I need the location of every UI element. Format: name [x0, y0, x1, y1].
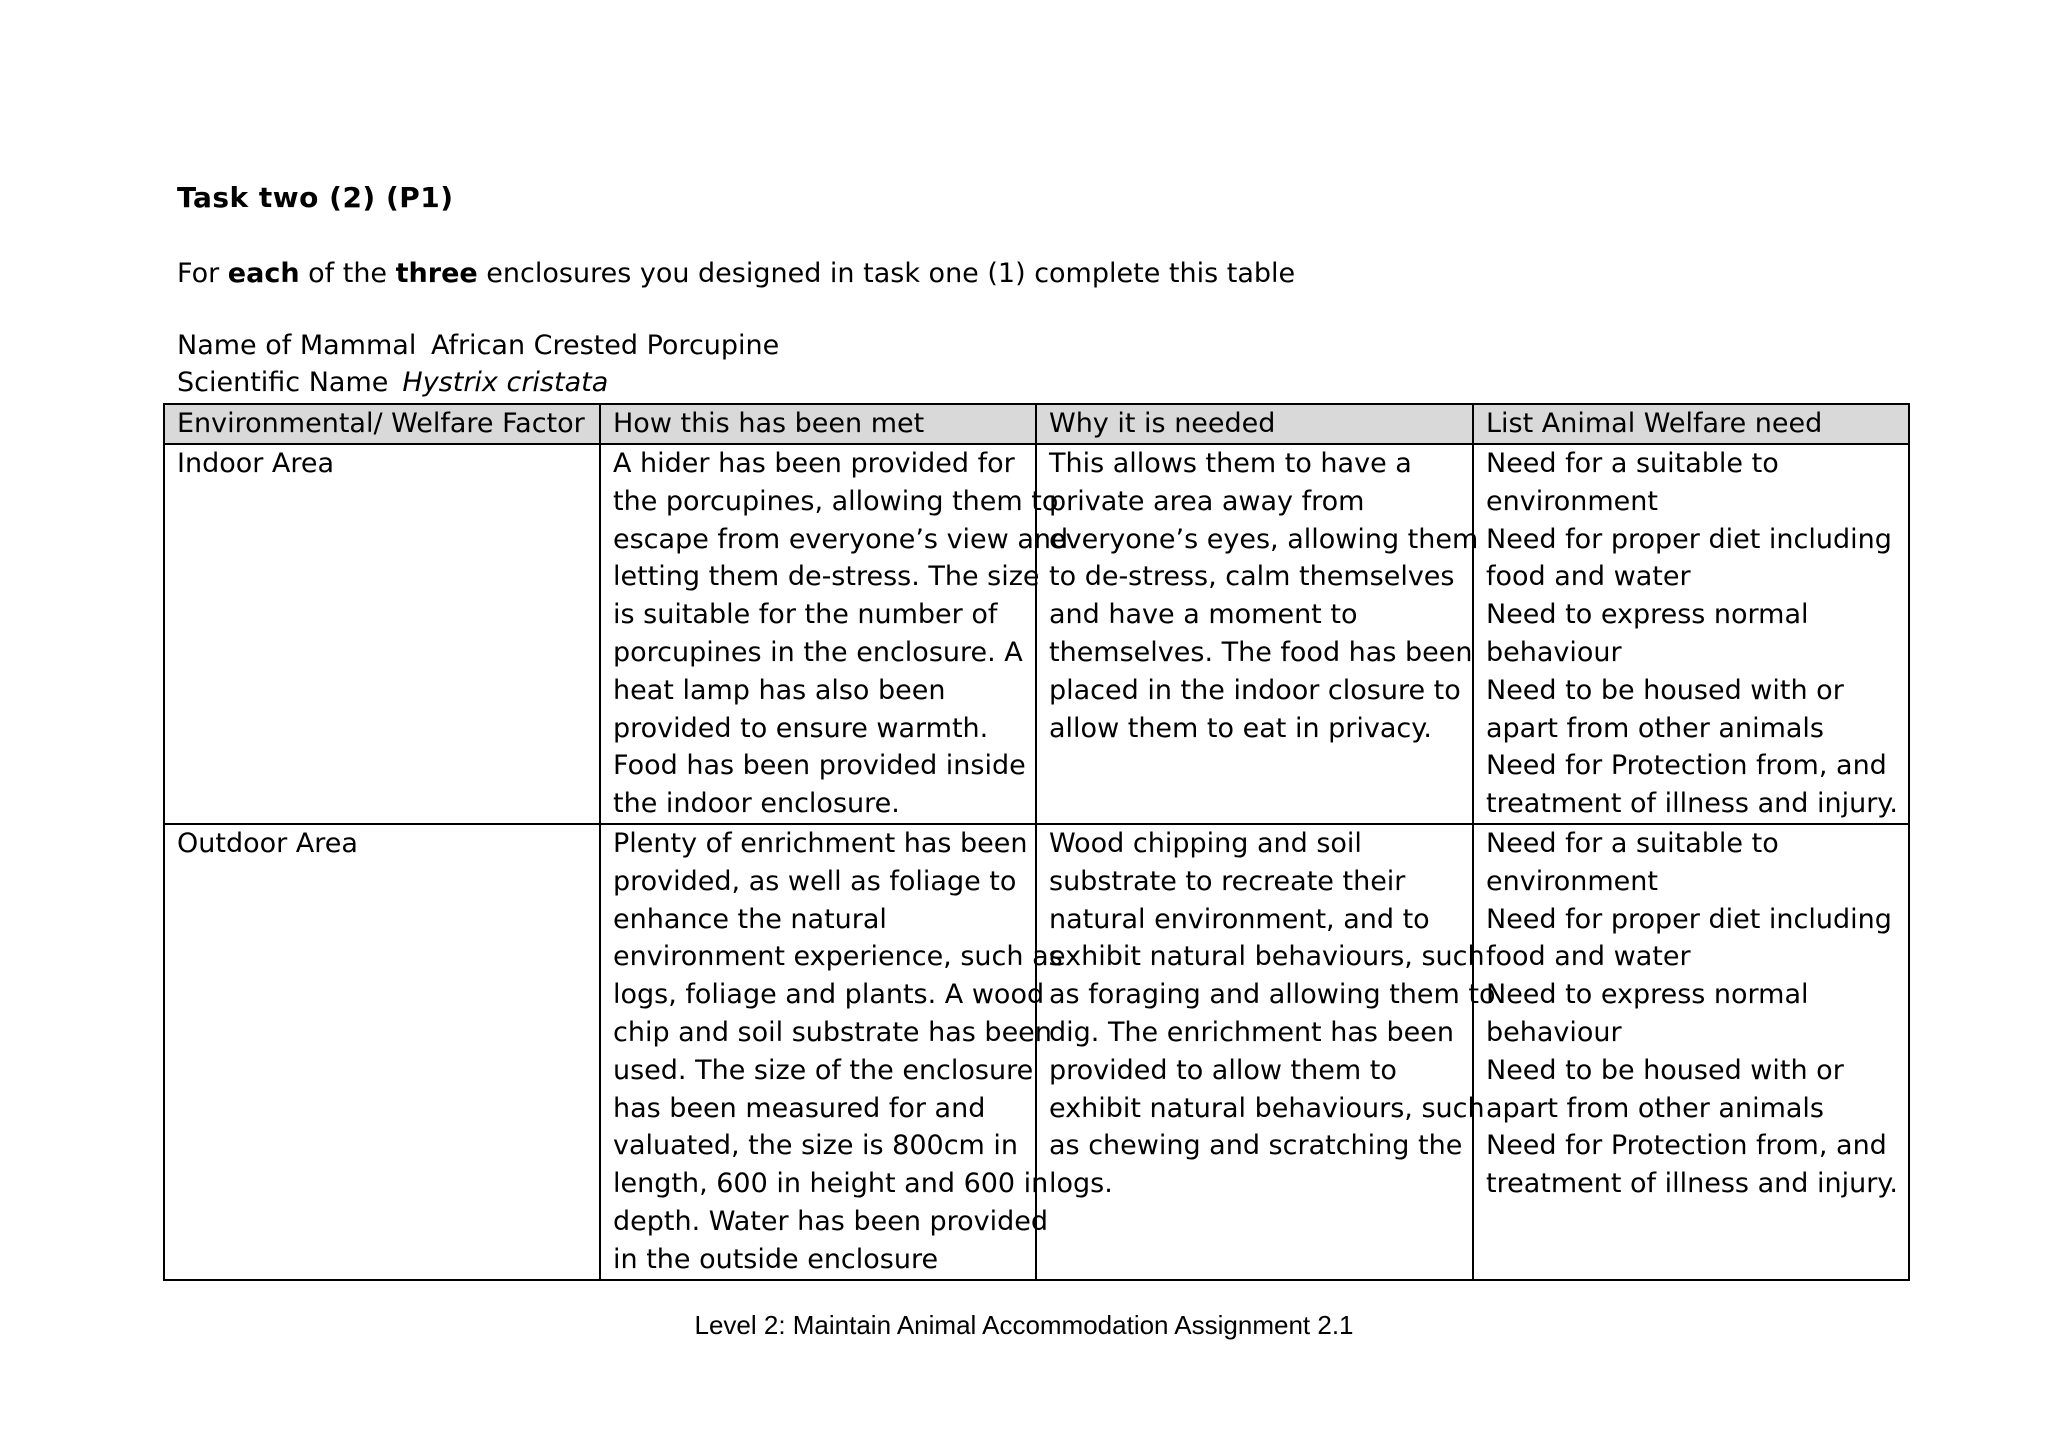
cell-line: provided, as well as foliage to: [613, 865, 1017, 897]
cell-line: has been measured for and: [613, 1092, 986, 1124]
cell-line: food and water: [1486, 561, 1691, 593]
cell-line: letting them de-stress. The size: [613, 561, 1040, 593]
table-row: [164, 824, 1909, 1280]
page-footer: Level 2: Maintain Animal Accommodation Assignment 2.1: [694, 1310, 1354, 1340]
cell-line: as foraging and allowing them to: [1049, 979, 1496, 1011]
cell-line: This allows them to have a: [1049, 448, 1412, 479]
cell-line: Need for proper diet including: [1486, 903, 1892, 935]
cell-line: Need for Protection from, and: [1486, 750, 1887, 782]
mammal-name-label: Name of Mammal: [177, 330, 417, 361]
cell-line: used. The size of the enclosure: [613, 1054, 1034, 1086]
cell-line: valuated, the size is 800cm in: [613, 1130, 1019, 1162]
scientific-name-line: [177, 367, 608, 398]
cell-line: to de-stress, calm themselves: [1049, 561, 1455, 593]
cell-line: the porcupines, allowing them to: [613, 485, 1059, 517]
cell-line: themselves. The food has been: [1049, 636, 1473, 668]
instructions-bold-each: each: [227, 258, 300, 289]
cell-line: logs.: [1049, 1168, 1113, 1200]
cell-line: Need to express normal: [1486, 979, 1809, 1011]
welfare-table: [163, 403, 1910, 1281]
task-title: Task two (2) (P1): [177, 181, 454, 214]
instructions-bold-three: three: [395, 258, 478, 289]
cell-line: Need for proper diet including: [1486, 523, 1892, 555]
cell-welfare-needs: [1473, 444, 1909, 824]
cell-line: depth. Water has been provided: [613, 1205, 1049, 1237]
cell-line: Plenty of enrichment has been: [613, 827, 1028, 859]
mammal-name-value: African Crested Porcupine: [430, 330, 780, 361]
cell-why-needed: [1036, 824, 1496, 1280]
cell-line: provided to ensure warmth.: [613, 712, 989, 744]
cell-how-met: [600, 444, 1069, 824]
cell-line: Wood chipping and soil: [1049, 827, 1362, 859]
cell-line: food and water: [1486, 941, 1691, 973]
scientific-name-value: Hystrix cristata: [402, 367, 609, 398]
instructions-text-2: of the: [299, 258, 396, 289]
instructions-text-3: enclosures you designed in task one (1) complete this table: [477, 258, 1296, 289]
cell-line: Need to be housed with or: [1486, 674, 1844, 706]
instructions-text-1: For: [177, 258, 228, 289]
cell-line: behaviour: [1486, 1016, 1622, 1048]
cell-line: exhibit natural behaviours, such: [1049, 941, 1485, 973]
cell-line: Food has been provided inside: [613, 750, 1026, 782]
cell-line: everyone’s eyes, allowing them: [1049, 523, 1479, 555]
scientific-name-label: Scientific Name: [177, 367, 389, 398]
header-how-met: How this has been met: [600, 404, 1036, 444]
cell-line: and have a moment to: [1049, 599, 1358, 631]
cell-line: Need to express normal: [1486, 599, 1809, 631]
cell-line: logs, foliage and plants. A wood: [613, 979, 1045, 1011]
cell-line: treatment of illness and injury.: [1486, 1168, 1899, 1200]
cell-line: A hider has been provided for: [613, 448, 1015, 479]
instructions: [177, 258, 1295, 289]
header-why-needed: Why it is needed: [1036, 404, 1473, 444]
header-factor: Environmental/ Welfare Factor: [164, 404, 600, 444]
cell-line: heat lamp has also been: [613, 674, 946, 706]
cell-line: allow them to eat in privacy.: [1049, 712, 1432, 744]
cell-line: Need for a suitable to: [1486, 827, 1779, 859]
cell-welfare-needs: [1473, 824, 1909, 1280]
cell-factor: [164, 824, 600, 1280]
cell-line: placed in the indoor closure to: [1049, 674, 1461, 706]
cell-line: exhibit natural behaviours, such: [1049, 1092, 1485, 1124]
cell-line: apart from other animals: [1486, 712, 1825, 744]
cell-line: private area away from: [1049, 485, 1365, 517]
header-welfare-need: List Animal Welfare need: [1473, 404, 1909, 444]
cell-line: the indoor enclosure.: [613, 788, 900, 820]
cell-line: environment: [1486, 485, 1658, 517]
mammal-name-line: [177, 330, 779, 361]
cell-line: provided to allow them to: [1049, 1054, 1397, 1086]
cell-line: natural environment, and to: [1049, 903, 1430, 935]
cell-line: length, 600 in height and 600 in: [613, 1168, 1049, 1200]
factor-text: Indoor Area: [177, 448, 335, 479]
cell-line: substrate to recreate their: [1049, 865, 1406, 897]
cell-line: Need for a suitable to: [1486, 448, 1779, 479]
cell-line: escape from everyone’s view and: [613, 523, 1069, 555]
cell-line: behaviour: [1486, 636, 1622, 668]
cell-line: Need to be housed with or: [1486, 1054, 1844, 1086]
cell-line: dig. The enrichment has been: [1049, 1016, 1454, 1048]
cell-how-met: [600, 824, 1063, 1280]
cell-line: environment experience, such as: [613, 941, 1063, 973]
cell-line: enhance the natural: [613, 903, 887, 935]
table-header-row: [164, 404, 1909, 444]
cell-line: apart from other animals: [1486, 1092, 1825, 1124]
cell-line: is suitable for the number of: [613, 599, 998, 631]
cell-line: chip and soil substrate has been: [613, 1016, 1052, 1048]
cell-line: Need for Protection from, and: [1486, 1130, 1887, 1162]
cell-why-needed: [1036, 444, 1479, 824]
cell-line: as chewing and scratching the: [1049, 1130, 1463, 1162]
cell-line: environment: [1486, 865, 1658, 897]
table-row: [164, 444, 1909, 824]
cell-line: treatment of illness and injury.: [1486, 788, 1899, 820]
factor-text: Outdoor Area: [177, 827, 358, 859]
cell-line: in the outside enclosure: [613, 1243, 939, 1275]
cell-factor: [164, 444, 600, 824]
cell-line: porcupines in the enclosure. A: [613, 636, 1023, 668]
